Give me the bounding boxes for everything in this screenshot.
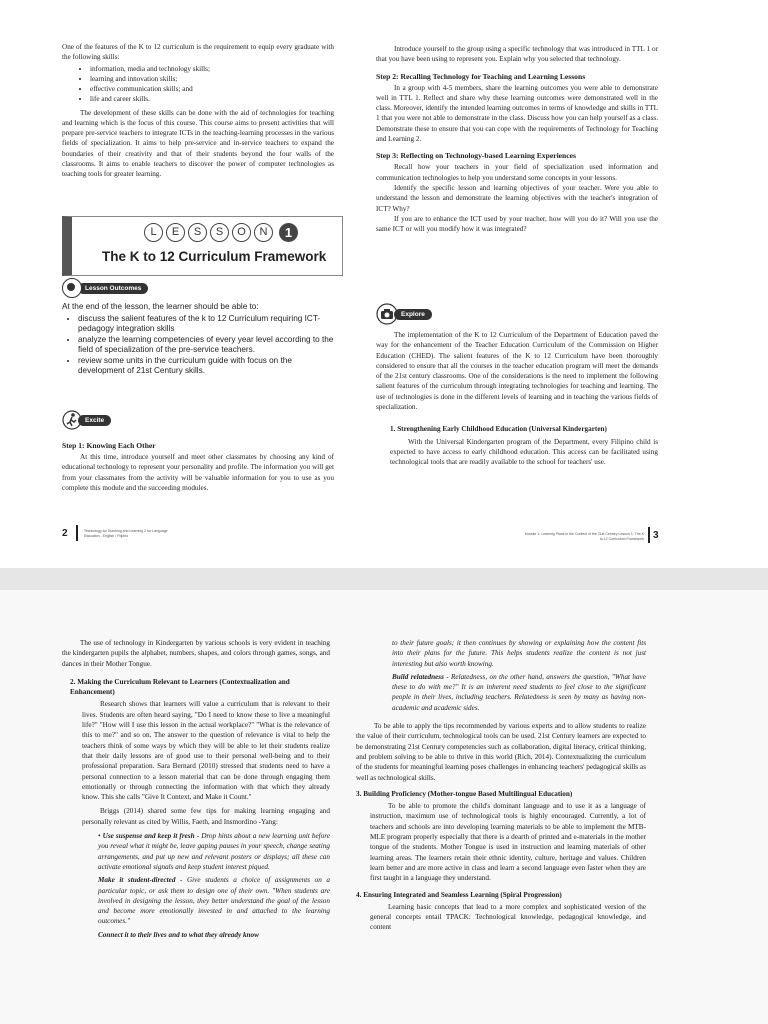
- course-description: The development of these skills can be done with the aid of technologies for teaching and learning which is the focus of this course. This course aims to present activities that will prepare pre-service teachers to integrate ICTs in the teaching-learning processes in the various fields of specialization. It aims to help pre-service and in-service teachers to expand the boundaries of their creativity and that of their students beyond the four walls of the classrooms. It aims to enable teachers to discover the power of computer technologies as teaching tools for greater learning.: [62, 108, 334, 179]
- tip-student-directed: [98, 875, 330, 926]
- item-3-text: To be able to promote the child's dominant language and to use it as a language of instruction, maximum use of technological tools is highly encouraged. Currently, a lot of teachers and schools are into developing learning materials to be able to implement the MTB-MLE program properly especially that there is a dearth of printed and e-materials in the mother tongue of the students. Mother Tongue is used in instruction and learning materials of other learning areas. The learners retain their ethnic identity, culture, heritage and values. Children learn better and are more active in class and learn a second language even faster when they are first taught in a language they understand.: [370, 802, 646, 883]
- item-4-title: 4. Ensuring Integrated and Seamless Learning (Spiral Progression): [356, 890, 562, 899]
- step-2-text: In a group with 4-5 members, share the learning outcomes you were able to demonstrate well in TTL 1. Reflect and share why these learning outcomes were demonstrated well in the class. Moreover, identify the intended learning outcomes in terms of knowledge and skills in TTL 1 that you were not able to demonstrate in the class. Discuss how you can help yourself as a class. Demonstrate these to ensure that you can cope with the requirements of Technology for Teaching and Learning 2.: [376, 83, 658, 144]
- outcomes-list: [78, 314, 334, 376]
- explore-header: [376, 303, 432, 325]
- tip-lead: Build relatedness: [392, 672, 444, 681]
- page-footer: Technology for Teaching and Learning 2 for Language Education - English / Filipino: [84, 529, 168, 538]
- lesson-outcomes-label: Lesson Outcomes: [78, 283, 148, 294]
- tip-body: - Relatedness, on the other hand, answers the question, "What have these to do with me?" It is an inherent need students to feel close to the significant people in their lives, including teachers. Relatedness is seen by many as having non-academic and academic sides.: [392, 672, 646, 712]
- briggs-paragraph: Briggs (2014) shared some few tips for making learning engaging and personally relevant as cited by Willis, Faeth, and Insmordino -Yang:: [82, 807, 330, 826]
- page-3-text: [376, 44, 658, 234]
- step-1-text: At this time, introduce yourself and meet other classmates by choosing any kind of educational technology to represent your personality and profile. The information you will get from your classmates from the activity will be valuable information for you to use as you complete this module and the succeeding modules.: [62, 453, 334, 492]
- divider: [76, 525, 78, 541]
- page-2: [0, 0, 384, 590]
- page-number: 3: [653, 530, 659, 541]
- item-2-title: 2. Making the Curriculum Relevant to Learners (Contextualization and Enhancement): [70, 677, 290, 697]
- introduce-paragraph: Introduce yourself to the group using a specific technology that was introduced in TTL 1 or that you have been using to represent you. Explain why you selected that technology.: [376, 45, 658, 64]
- excite-label: Excite: [78, 415, 111, 426]
- step-3-paragraph: If you are to enhance the ICT used by your teacher, how will you do it? Will you use the same ICT or will you modify how it was integrated?: [376, 214, 658, 234]
- explore-label: Explore: [394, 309, 432, 320]
- lesson-outcomes: [62, 302, 334, 377]
- tip-body: - Give students a choice of assignments on a particular topic, or ask them to design one of their own. "When students are involved in designing the lesson, they better understand the goal of the lesson and become more emotionally invested in and attached to the learning outcomes.": [98, 876, 330, 926]
- tip-connect-continued: to their future goals; it then continues by showing or explaining how the content fits into their plans for the future. This helps students realize the content is not just interesting but also worth knowing.: [392, 639, 646, 668]
- lesson-letter: S: [210, 223, 229, 242]
- item-1-title: 1. Strengthening Early Childhood Education (Universal Kindergarten): [390, 425, 607, 434]
- lesson-number: 1: [279, 223, 298, 242]
- lesson-outcomes-header: [62, 278, 148, 298]
- explore-section: [376, 330, 658, 468]
- lesson-letter: E: [166, 223, 185, 242]
- lesson-heading: [144, 223, 298, 242]
- page-3: [376, 0, 768, 590]
- page-4-text: [62, 638, 330, 940]
- tip-lead: Connect it to their lives and to what they already know: [98, 930, 259, 939]
- kindergarten-paragraph: The use of technology in Kindergarten by various schools is very evident in teaching the kindergarten pupils the alphabet, numbers, shapes, and colors through games, songs, and dances in their Mother Tongue.: [62, 639, 330, 668]
- tip-relatedness: [392, 672, 646, 713]
- divider: [648, 527, 650, 543]
- tip-suspense: • Use suspense and keep it fresh - Drop hints about a new learning unit before you reveal what it might be, leave gaping pauses in your speech, change seating arrangements, and put up new and relevant posters or displays; all these can activate emotional signals and keep student interest piqued.: [98, 832, 330, 871]
- target-icon: [62, 278, 82, 298]
- tip-connect: [98, 930, 330, 940]
- step-1: [62, 434, 334, 493]
- list-item: • effective communication skills; and: [90, 84, 334, 94]
- tip-lead: Use suspense and keep it fresh: [102, 832, 195, 841]
- step-3-paragraph: Identify the specific lesson and learning objectives of your teacher. Were you able to understand the lesson and demonstrate the learning objectives with the teacher's integration of ICT? Why?: [376, 183, 658, 213]
- tip-lead: Make it student-directed: [98, 876, 176, 885]
- list-item: • information, media and technology skills;: [90, 64, 334, 74]
- page-number: 2: [62, 528, 68, 539]
- item-1-text: With the Universal Kindergarten program of the Department, every Filipino child is expected to have access to early childhood education. This access can be facilitated using technological tools that are readily available to the school for teachers' use.: [390, 437, 658, 467]
- tip-body: - Drop hints about a new learning unit before you reveal what it might be, leave gaping pauses in your speech, change seating arrangements, and put up new and relevant posters or displays; all these can activate emotional signals and keep student interest piqued.: [98, 832, 330, 871]
- step-3-title: Step 3: Reflecting on Technology-based Learning Experiences: [376, 151, 576, 161]
- step-1-title: Step 1: Knowing Each Other: [62, 441, 156, 450]
- list-item: • life and career skills.: [90, 94, 334, 104]
- page-5-text: [356, 638, 646, 933]
- item-3-title: 3. Building Proficiency (Mother-tongue Based Multilingual Education): [356, 789, 573, 798]
- lesson-letter: L: [144, 223, 163, 242]
- page-5: [356, 590, 768, 1024]
- lesson-letter: N: [254, 223, 273, 242]
- lesson-title: The K to 12 Curriculum Framework: [102, 249, 327, 264]
- lesson-letter: O: [232, 223, 251, 242]
- page-4: [0, 590, 384, 1024]
- skills-list: [90, 64, 334, 104]
- page-2-top-text: [62, 42, 334, 180]
- lesson-letter: S: [188, 223, 207, 242]
- list-item: • review some units in the curriculum guide with focus on the development of 21st Century skills.: [78, 356, 334, 376]
- lesson-banner: [62, 216, 343, 276]
- intro-paragraph: One of the features of the K to 12 curriculum is the requirement to equip every graduate with the following skills:: [62, 43, 334, 62]
- item-4-text: Learning basic concepts that lead to a more complex and sophisticated version of the general concepts entail TPACK: Technological knowledge, pedagogical knowledge, and content: [370, 902, 646, 932]
- step-3-paragraph: Recall how your teachers in your field of specialization used information and communication technologies to help you understand some concepts in your lessons.: [376, 163, 658, 182]
- item-2-text: Research shows that learners will value a curriculum that is relevant to their lives. Students are often heard saying, "Do I need to know these to live a meaningful life?" "How will I use this lesson in the actual workplace?" "What is the relevance of this to me?" and so on. The answer to the question of relevance is vital to help the teachers think of some ways by which they will be able to let their students realize that their daily lessons are of good use to their personal well-being and to their professional preparation. Sara Bernard (2010) stressed that students need to have a personal connection to a lesson material that can be done through engaging them emotionally or through connecting the information with that which they already know. This she calls "Give It Context, and Make it Count.": [82, 700, 330, 802]
- outcomes-intro: At the end of the lesson, the learner should be able to:: [62, 302, 259, 311]
- excite-header: [62, 410, 111, 430]
- step-2-title: Step 2: Recalling Technology for Teaching and Learning Lessons: [376, 71, 586, 81]
- list-item: • discuss the salient features of the k to 12 Curriculum requiring ICT-pedagogy integration skills: [78, 314, 334, 334]
- list-item: • analyze the learning competencies of every year level according to the field of specialization of the pre-service teachers.: [78, 335, 334, 355]
- page-gap: [0, 568, 768, 590]
- list-item: • learning and innovation skills;: [90, 74, 334, 84]
- apply-paragraph: To be able to apply the tips recommended by various experts and to allow students to realize the value of their curriculum, technological tools can be used. 21st Century learners are expected to be demonstrating 21st Century competencies such as collaboration, digital literacy, critical thinking, and problem solving to be able to thrive in this world (Rich, 2014). Contextualizing the curriculum of the students for meaningful learning poses challenges in enhancing teachers' pedagogical skills as well as technological skills.: [356, 722, 646, 782]
- explore-text: The implementation of the K to 12 Curriculum of the Department of Education paved the way for the enhancement of the Teacher Education Curriculum of the Commission on Higher Education (CHED). The salient features of the K to 12 Curriculum have been thoroughly considered to ensure that all the courses in the teacher education program will meet the demands of the 21st century classrooms. One of the considerations is the need to implement the following salient features of the curriculum through integrating technologies for teaching and learning. The use of technologies is done in the different levels of learning and in teaching the various fields of specialization.: [376, 331, 658, 412]
- page-footer: Module 1: Learning Plans in the Context of the 21st Century Lesson 1: The K to 12 Curriculum Framework: [524, 532, 644, 541]
